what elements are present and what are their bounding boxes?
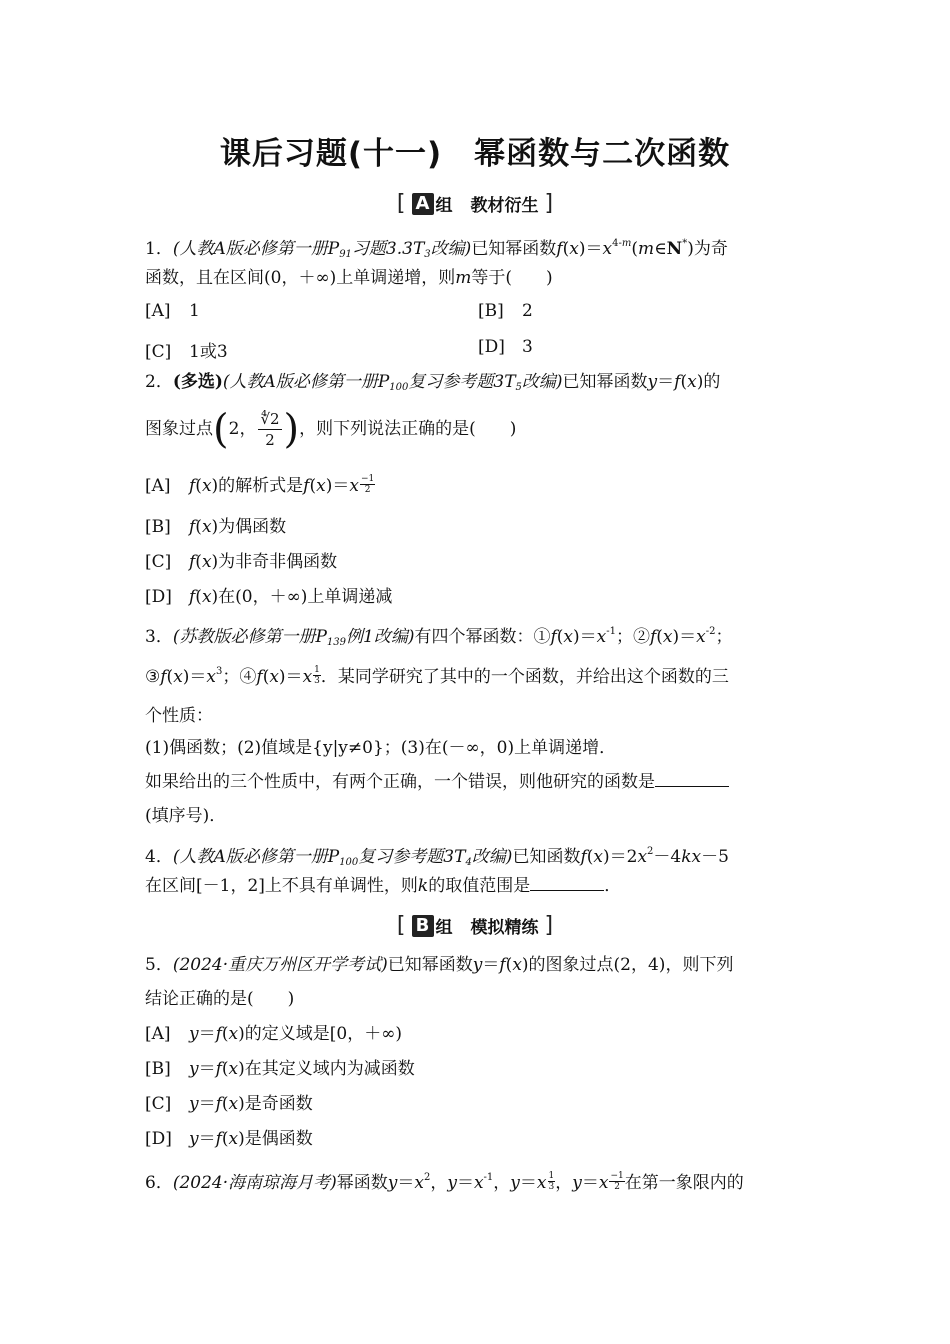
q2-option-d[interactable]: [D] f(x)在(0，＋∞)上单调递减 <box>145 587 393 607</box>
q1-option-b[interactable]: [B] 2 <box>478 301 533 321</box>
page-title: 课后习题(十一) 幂函数与二次函数 <box>219 136 731 172</box>
q1-option-d[interactable]: [D] 3 <box>478 337 533 357</box>
group-b-header: [ B 组 模拟精练 ] <box>396 913 554 938</box>
q4-line1: 4．(人教A版必修第一册$P_{100}$复习参考题$3T_4$改编)已知函数$f(x)=2x^2-4kx-5$ <box>145 846 729 868</box>
group-a-text: 教材衍生 <box>470 196 539 216</box>
q3-answer-blank[interactable] <box>655 770 729 787</box>
root-fraction: $\frac{∜2}{2}$ <box>260 410 280 449</box>
q5-line2: 结论正确的是( ) <box>145 989 295 1009</box>
group-b-label: 组 <box>435 918 453 938</box>
q2-option-b[interactable]: [B] f(x)为偶函数 <box>145 517 287 537</box>
q1-line1: 1．(人教A版必修第一册$P_{91}$习题$3.3T_3$改编)已知幂函数$f(x)=x^{4-m}(m\in N^*)$为奇 <box>145 238 728 260</box>
q2-line1: 2．(多选)(人教A版必修第一册$P_{100}$复习参考题$3T_5$改编)已知幂函数y＝f(x)的 <box>145 372 721 393</box>
group-a-header: [ A 组 教材衍生 ] <box>396 191 554 216</box>
q1-line2: 函数，且在区间(0，＋∞)上单调递增，则m等于( ) <box>145 268 553 288</box>
q5-option-d[interactable]: [D] y＝f(x)是偶函数 <box>145 1129 313 1149</box>
q5-option-c[interactable]: [C] y＝f(x)是奇函数 <box>145 1094 313 1114</box>
q3-line1: 3．(苏教版必修第一册$P_{139}$例1改编)有四个幂函数：$①f(x)=x^{-1}$；$②f(x)=x^{-2}$； <box>145 626 733 648</box>
group-b-letter: B <box>412 915 434 937</box>
q5-line1: 5．(2024·重庆万州区开学考试)已知幂函数y＝f(x)的图象过点(2，4)，则下列 <box>145 955 734 975</box>
group-a-letter: A <box>412 193 434 215</box>
q5-option-a[interactable]: [A] y＝f(x)的定义域是[0，＋∞) <box>145 1024 403 1044</box>
q3-line2: $③f(x)=x^3$；④f(x)＝x $\frac{1}{3}$ ．某同学研究了其中的一个函数，并给出这个函数的三 <box>145 665 729 687</box>
q6-line1: 6．(2024·海南琼海月考)幂函数$y=x^2$，$y=x^{-1}$，y＝x $\frac{1}{3}$ ，y＝x $\frac{-1}{2}$ 在第一象限内的 <box>145 1171 744 1193</box>
q3-line6: (填序号)． <box>145 806 227 826</box>
group-b-text: 模拟精练 <box>470 918 539 938</box>
q2-line2: 图象过点(2， $\frac{∜2}{2}$ )，则下列说法正确的是( ) <box>145 406 517 453</box>
q1-option-a[interactable]: [A] 1 <box>145 301 200 321</box>
q3-line5: 如果给出的三个性质中，有两个正确，一个错误，则他研究的函数是 <box>145 770 729 794</box>
q1-option-c[interactable]: [C] 1或3 <box>145 342 228 362</box>
group-a-label: 组 <box>435 196 453 216</box>
q3-line4: (1)偶函数；(2)值域是{y|y≠0}；(3)在(－∞，0)上单调递增． <box>145 738 617 758</box>
q3-line3: 个性质： <box>145 706 213 726</box>
q2-option-a[interactable]: [A] f(x)的解析式是f(x)＝x $\frac{-1}{2}$ <box>145 474 375 496</box>
q4-line2: 在区间[－1，2]上不具有单调性，则k的取值范围是 ． <box>145 876 622 896</box>
q5-option-b[interactable]: [B] y＝f(x)在其定义域内为减函数 <box>145 1059 415 1079</box>
q2-option-c[interactable]: [C] f(x)为非奇非偶函数 <box>145 552 338 572</box>
q4-answer-blank[interactable] <box>530 874 604 891</box>
